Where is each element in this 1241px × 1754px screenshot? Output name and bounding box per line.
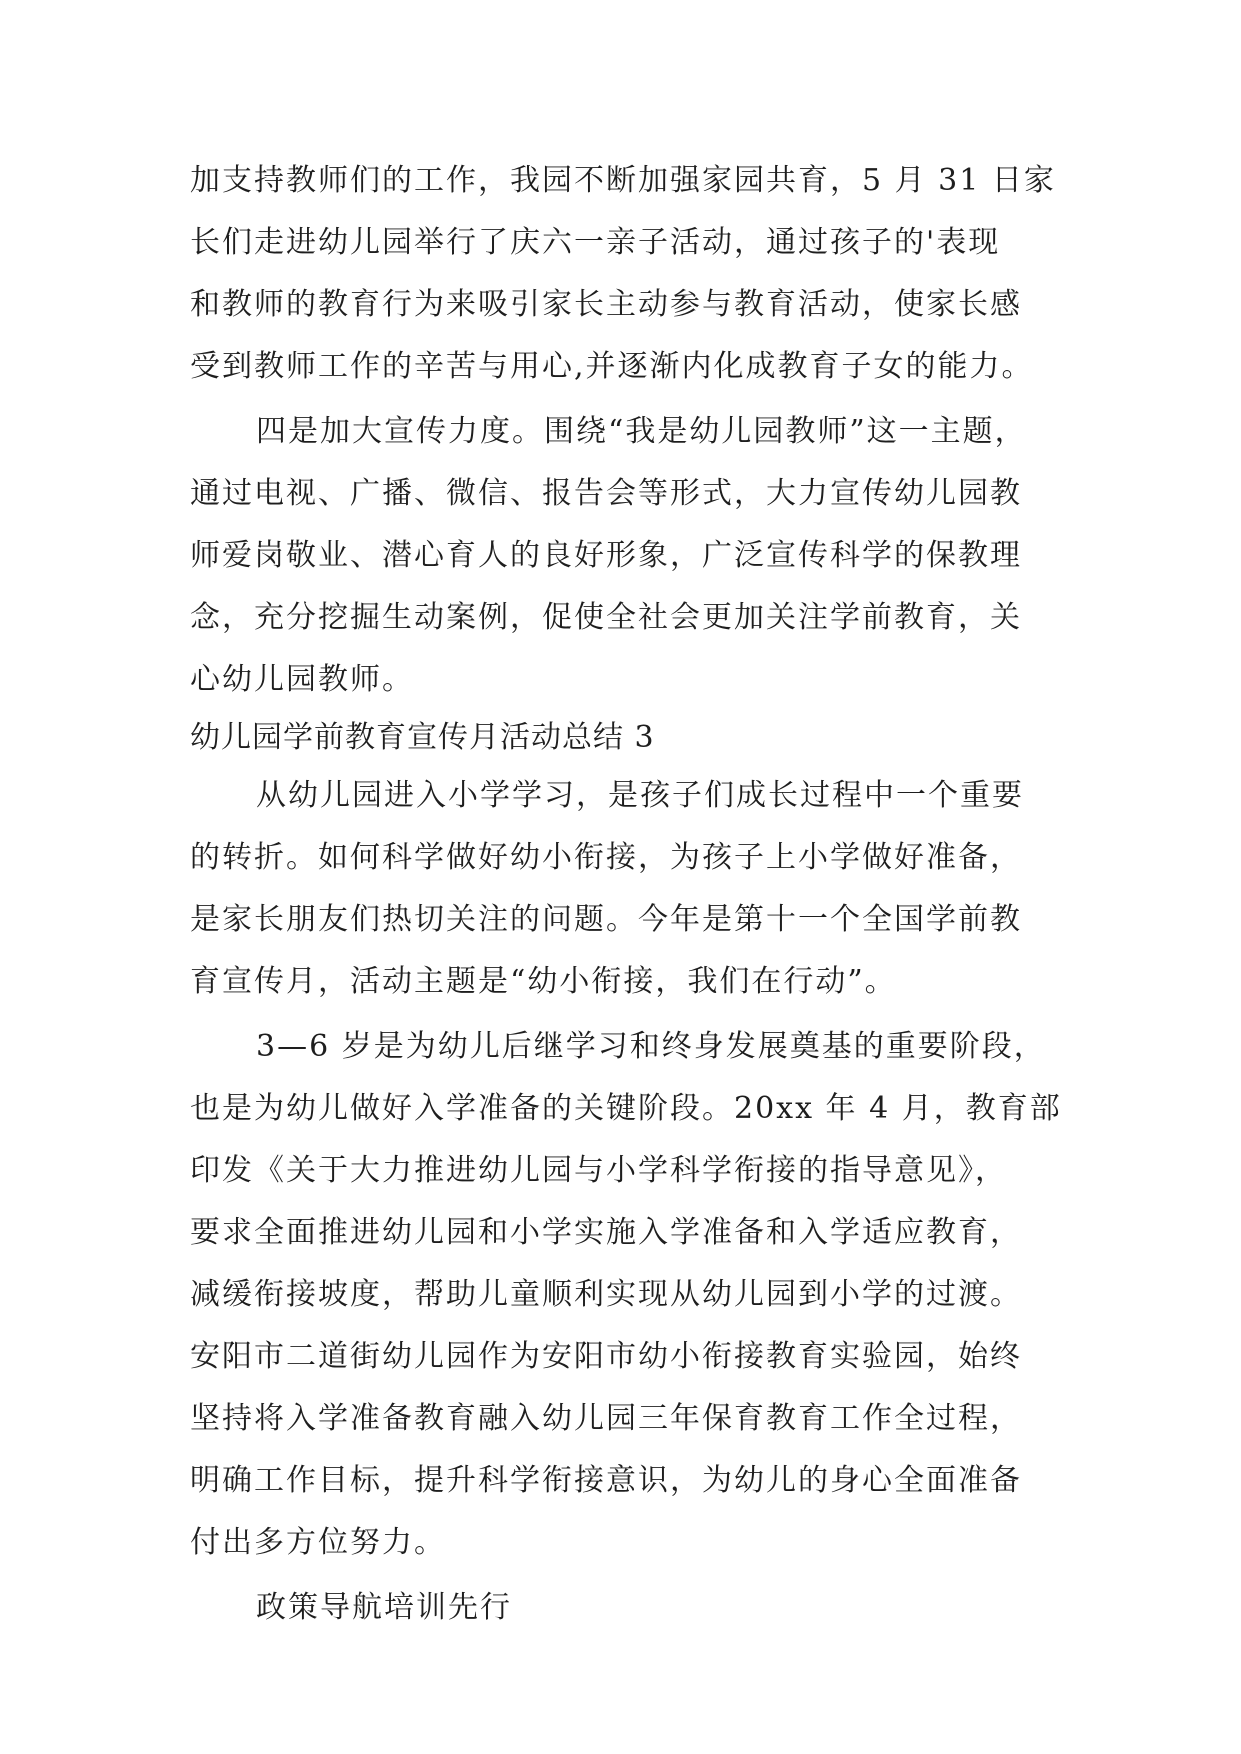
text-line: 和教师的教育行为来吸引家长主动参与教育活动，使家长感: [190, 287, 1022, 322]
text-line: 心幼儿园教师。: [190, 662, 414, 697]
text-line: 付出多方位努力。: [190, 1525, 446, 1560]
text-line: 从幼儿园进入小学学习，是孩子们成长过程中一个重要: [256, 778, 1024, 813]
text-line: 明确工作目标，提升科学衔接意识，为幼儿的身心全面准备: [190, 1463, 1022, 1498]
text-line: 是家长朋友们热切关注的问题。今年是第十一个全国学前教: [190, 902, 1022, 937]
text-line: 加支持教师们的工作，我园不断加强家园共育，5 月 31 日家: [190, 163, 1056, 198]
text-line: 3—6 岁是为幼儿后继学习和终身发展奠基的重要阶段，: [256, 1029, 1046, 1064]
text-line: 也是为幼儿做好入学准备的关键阶段。20xx 年 4 月，教育部: [190, 1091, 1062, 1126]
text-line: 要求全面推进幼儿园和小学实施入学准备和入学适应教育，: [190, 1215, 1022, 1250]
text-line: 育宣传月，活动主题是“幼小衔接，我们在行动”。: [190, 964, 897, 999]
text-line: 坚持将入学准备教育融入幼儿园三年保育教育工作全过程，: [190, 1401, 1022, 1436]
text-line: 长们走进幼儿园举行了庆六一亲子活动，通过孩子的'表现: [190, 225, 1001, 260]
text-line: 四是加大宣传力度。围绕“我是幼儿园教师”这一主题，: [256, 414, 1027, 449]
subheading: 政策导航培训先行: [256, 1590, 512, 1625]
text-line: 印发《关于大力推进幼儿园与小学科学衔接的指导意见》，: [190, 1153, 1007, 1188]
text-line: 念，充分挖掘生动案例，促使全社会更加关注学前教育，关: [190, 600, 1022, 635]
text-line: 受到教师工作的辛苦与用心,并逐渐内化成教育子女的能力。: [190, 349, 1034, 384]
text-line: 的转折。如何科学做好幼小衔接，为孩子上小学做好准备，: [190, 840, 1022, 875]
text-line: 安阳市二道街幼儿园作为安阳市幼小衔接教育实验园，始终: [190, 1339, 1022, 1374]
text-line: 减缓衔接坡度，帮助儿童顺利实现从幼儿园到小学的过渡。: [190, 1277, 1022, 1312]
text-line: 师爱岗敬业、潜心育人的良好形象，广泛宣传科学的保教理: [190, 538, 1022, 573]
text-line: 通过电视、广播、微信、报告会等形式，大力宣传幼儿园教: [190, 476, 1022, 511]
section-heading: 幼儿园学前教育宣传月活动总结 3: [190, 720, 655, 755]
